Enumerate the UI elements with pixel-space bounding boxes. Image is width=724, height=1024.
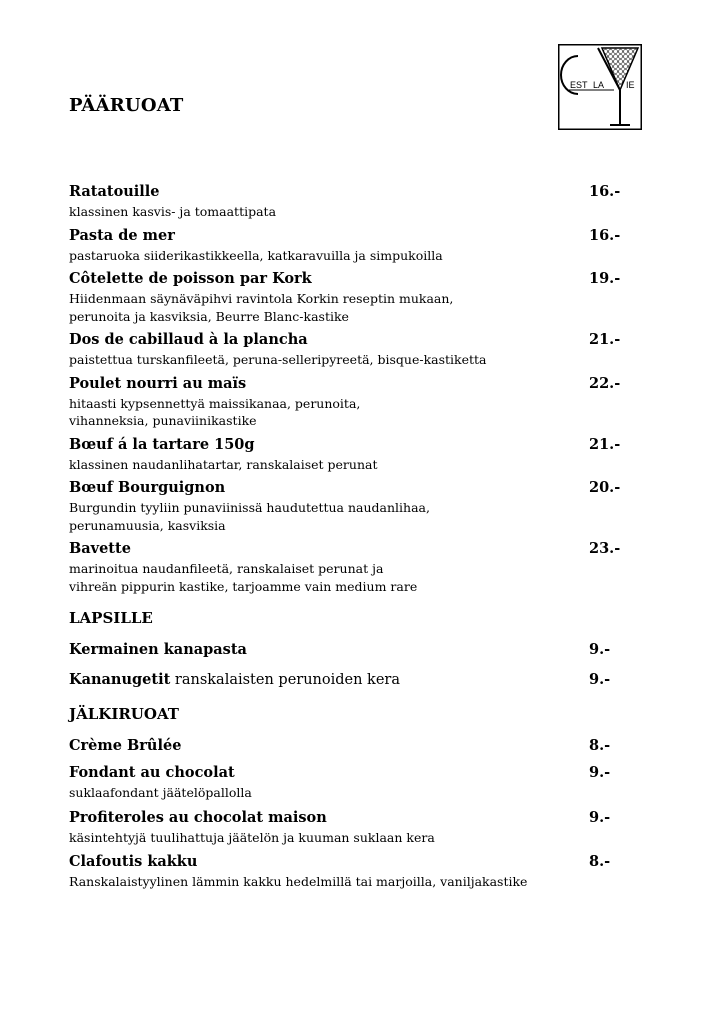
menu-item-name: Ratatouille [69,183,160,200]
menu-item-heading [69,181,559,203]
menu-item [69,434,629,474]
menu-item-description-line: perunoita ja kasviksia, Beurre Blanc-kastike [69,308,349,324]
menu-item-price: 9.- [589,671,611,688]
menu-item-description [69,829,559,847]
desserts-list [69,735,629,891]
desserts-section [69,703,629,891]
menu-item-name: Bœuf á la tartare 150g [69,435,255,453]
menu-item-heading [69,538,559,560]
menu-item-heading [69,373,559,395]
menu-item-description [69,560,559,595]
kids-heading: LAPSILLE [69,609,153,627]
menu-item-name: Poulet nourri au maïs [69,374,247,392]
menu-item-heading [69,807,559,829]
menu-item-description-line: Hiidenmaan säynäväpihvi ravintola Korkin reseptin mukaan, [69,291,454,306]
desserts-heading: JÄLKIRUOAT [69,705,179,723]
menu-item [69,538,629,595]
main-courses-list [69,181,629,595]
menu-item-price: 23.- [589,540,621,557]
menu-item-description-line: Ranskalaistyylinen lämmin kakku hedelmillä tai marjoilla, vaniljakastike [69,874,528,889]
menu-item-description-line: vihanneksia, punaviinikastike [69,413,257,428]
menu-item-description [69,203,559,221]
menu-item [69,669,629,691]
menu-item-description [69,784,559,802]
menu-item-name: Fondant au chocolat [69,764,235,781]
menu-item [69,373,629,430]
menu-item-name: Kananugetit [69,671,171,688]
menu-item-heading [69,735,559,757]
menu-item-description [69,351,559,369]
menu-item-name: Côtelette de poisson par Kork [69,270,312,287]
menu-item-heading [69,851,559,873]
menu-item-heading [69,268,559,290]
menu-item-name: Kermainen kanapasta [69,641,247,658]
kids-section [69,607,629,691]
menu-item-description-line: pastaruoka siiderikastikkeella, katkaravuilla ja simpukoilla [69,247,443,263]
menu-item-description-line: käsintehtyjä tuulihattuja jäätelön ja kuuman suklaan kera [69,829,435,845]
menu-item-name: Bœuf Bourguignon [69,479,226,496]
menu-item [69,735,629,757]
menu-item-price: 16.- [589,183,621,200]
menu-item [69,639,629,661]
menu-item-price: 21.- [589,331,621,348]
menu-item-description [69,873,559,891]
menu-item-price: 19.- [589,270,621,287]
menu-item [69,762,629,802]
menu-item-heading [69,762,559,784]
menu-item-price: 8.- [589,853,611,870]
menu-item-price: 20.- [589,479,621,496]
menu-item-price: 22.- [589,374,621,392]
menu-item-heading [69,329,559,351]
menu-item-description [69,290,559,325]
menu-item [69,225,629,265]
menu-item-description-line: paistettua turskanfileetä, peruna-selleripyreetä, bisque-kastiketta [69,352,487,367]
restaurant-logo [558,44,642,130]
menu-item [69,851,629,891]
menu [69,181,629,891]
logo-text-la: LA [593,80,605,90]
menu-item-description-line: marinoitua naudanfileetä, ranskalaiset perunat ja [69,561,384,576]
menu-item-description-line: vihreän pippurin kastike, tarjoamme vain medium rare [69,578,418,594]
menu-item-price: 21.- [589,435,621,453]
menu-item-description-line: perunamuusia, kasviksia [69,517,226,533]
menu-item-description-line: klassinen kasvis- ja tomaattipata [69,204,277,219]
menu-item [69,807,629,847]
menu-item-heading [69,639,559,661]
logo-text-est: EST [570,80,588,90]
menu-item-price: 9.- [589,808,611,826]
menu-item-inline-description: ranskalaisten perunoiden kera [170,672,401,688]
menu-item-name: Pasta de mer [69,226,175,244]
menu-item-name: Bavette [69,540,131,557]
menu-item [69,329,629,369]
menu-item [69,181,629,221]
menu-item-price: 16.- [589,226,621,244]
menu-item-name: Dos de cabillaud à la plancha [69,331,308,348]
menu-item-heading [69,669,559,691]
menu-item [69,477,629,534]
cocktail-glass-logo-icon [558,44,642,130]
page-title: PÄÄRUOAT [69,95,184,116]
menu-item-heading [69,434,559,456]
menu-item-description [69,456,559,474]
menu-item-heading [69,225,559,247]
menu-item-price: 9.- [589,764,611,781]
menu-item [69,268,629,325]
menu-item-heading [69,477,559,499]
menu-item-description-line: klassinen naudanlihatartar, ranskalaiset perunat [69,456,378,472]
menu-item-price: 9.- [589,641,611,658]
menu-item-name: Clafoutis kakku [69,853,198,870]
logo-text-ie: IE [626,80,635,90]
menu-item-description [69,247,559,265]
menu-item-description [69,395,559,430]
menu-item-description [69,499,559,534]
menu-item-description-line: hitaasti kypsennettyä maissikanaa, perunoita, [69,395,361,411]
kids-list [69,639,629,691]
menu-item-description-line: Burgundin tyyliin punaviinissä haudutettua naudanlihaa, [69,500,430,515]
menu-item-name: Profiteroles au chocolat maison [69,808,327,826]
menu-item-price: 8.- [589,737,611,754]
menu-item-name: Crème Brûlée [69,737,182,754]
menu-item-description-line: suklaafondant jäätelöpallolla [69,785,252,800]
